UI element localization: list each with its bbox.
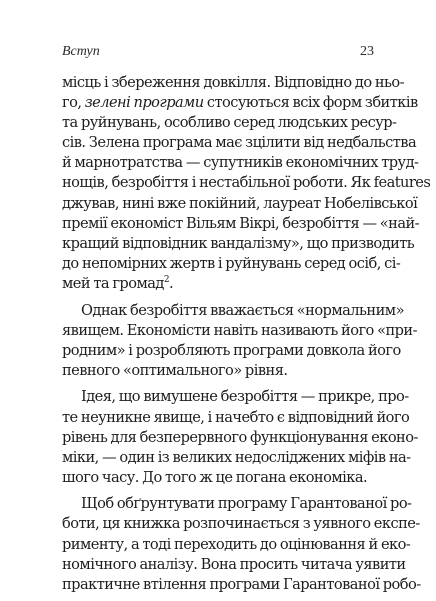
text-run: та руйнувань, особливо серед людських ресур-: [62, 114, 397, 132]
text-line: [62, 301, 404, 321]
text-run: місць і збереження довкілля. Відповідно до ньо-: [62, 74, 405, 91]
text-run: нощів, безробіття і нестабільної роботи. Як features: [62, 174, 431, 192]
text-run: явищем. Економісти навіть називають його «при-: [62, 321, 417, 339]
paragraph: [62, 387, 418, 487]
text-run: боти, ця книжка розпочинається з уявного експе-: [62, 515, 420, 533]
text-line: [62, 73, 405, 93]
text-line: [62, 448, 411, 468]
text-line: [62, 468, 374, 488]
text-line: [62, 153, 419, 173]
text-line: [62, 361, 374, 381]
text-run: певного «оптимального» рівня.: [62, 361, 288, 379]
text-run: шого часу. До того ж це погана економіка.: [62, 468, 368, 486]
text-line: [62, 535, 411, 555]
text-line: [62, 133, 417, 153]
paragraph: [62, 301, 417, 381]
text-line: [62, 274, 374, 294]
text-run: Щоб обґрунтувати програму Гарантованої ро-: [81, 495, 412, 513]
text-run: кращий відповідник вандалізму», що призводить: [62, 234, 415, 252]
text-run: родним» і розробляють програми довкола його: [62, 341, 401, 359]
text-line: [62, 555, 406, 575]
text-line: [62, 321, 417, 341]
text-run: мей та громад: [62, 274, 164, 292]
text-run: й марнотратства — супутників економічних труд-: [62, 154, 419, 172]
text-line: [62, 387, 409, 407]
section-title: Вступ: [62, 44, 100, 59]
page-number: 23: [360, 44, 374, 59]
text-line: [62, 234, 415, 254]
footnote-marker: 2: [163, 275, 170, 286]
text-line: [62, 575, 421, 595]
text-line: [62, 428, 418, 448]
text-line: [62, 214, 420, 234]
text-line: [62, 408, 410, 428]
text-line: [62, 514, 420, 534]
text-run: номічного аналізу. Вона просить читача уявити: [62, 555, 406, 573]
text-run: міки, — один із великих недосліджених міфів на-: [62, 448, 411, 466]
text-run: .: [169, 274, 174, 292]
text-line: [62, 113, 397, 133]
text-line: [62, 194, 418, 214]
paragraph: [62, 73, 431, 294]
text-run: практичне втілення програми Гарантованої робо-: [62, 575, 421, 593]
text-run: джував, нині вже покійний, лауреат Нобелівської: [62, 194, 418, 212]
text-line: [62, 93, 418, 113]
text-line: [62, 341, 401, 361]
text-run: сів. Зелена програма має зцілити від недбальства: [62, 134, 417, 152]
emphasized-term: зелені програми: [84, 94, 204, 112]
text-run: Однак безробіття вважається «нормальним»: [81, 301, 404, 319]
text-line: [62, 494, 412, 514]
text-run: рівень для безперервного функціонування еконо-: [62, 428, 418, 446]
body-text: [62, 73, 431, 601]
paragraph: [62, 494, 421, 594]
text-run: премії економіст Вільям Вікрі, безробіття — «най-: [62, 214, 420, 232]
text-line: [62, 173, 431, 193]
text-run: Ідея, що вимушене безробіття — прикре, про-: [81, 388, 409, 406]
text-run: рименту, а тоді переходить до оцінювання й еко-: [62, 535, 411, 553]
text-run: те неуникне явище, і начебто є відповідний його: [62, 408, 410, 426]
text-run: го,: [62, 94, 85, 112]
text-run: стосуються всіх форм збитків: [203, 94, 418, 112]
text-line: [62, 254, 401, 274]
text-run: до непомірних жертв і руйнувань серед осіб, сі-: [62, 254, 401, 272]
running-head: [62, 44, 374, 62]
